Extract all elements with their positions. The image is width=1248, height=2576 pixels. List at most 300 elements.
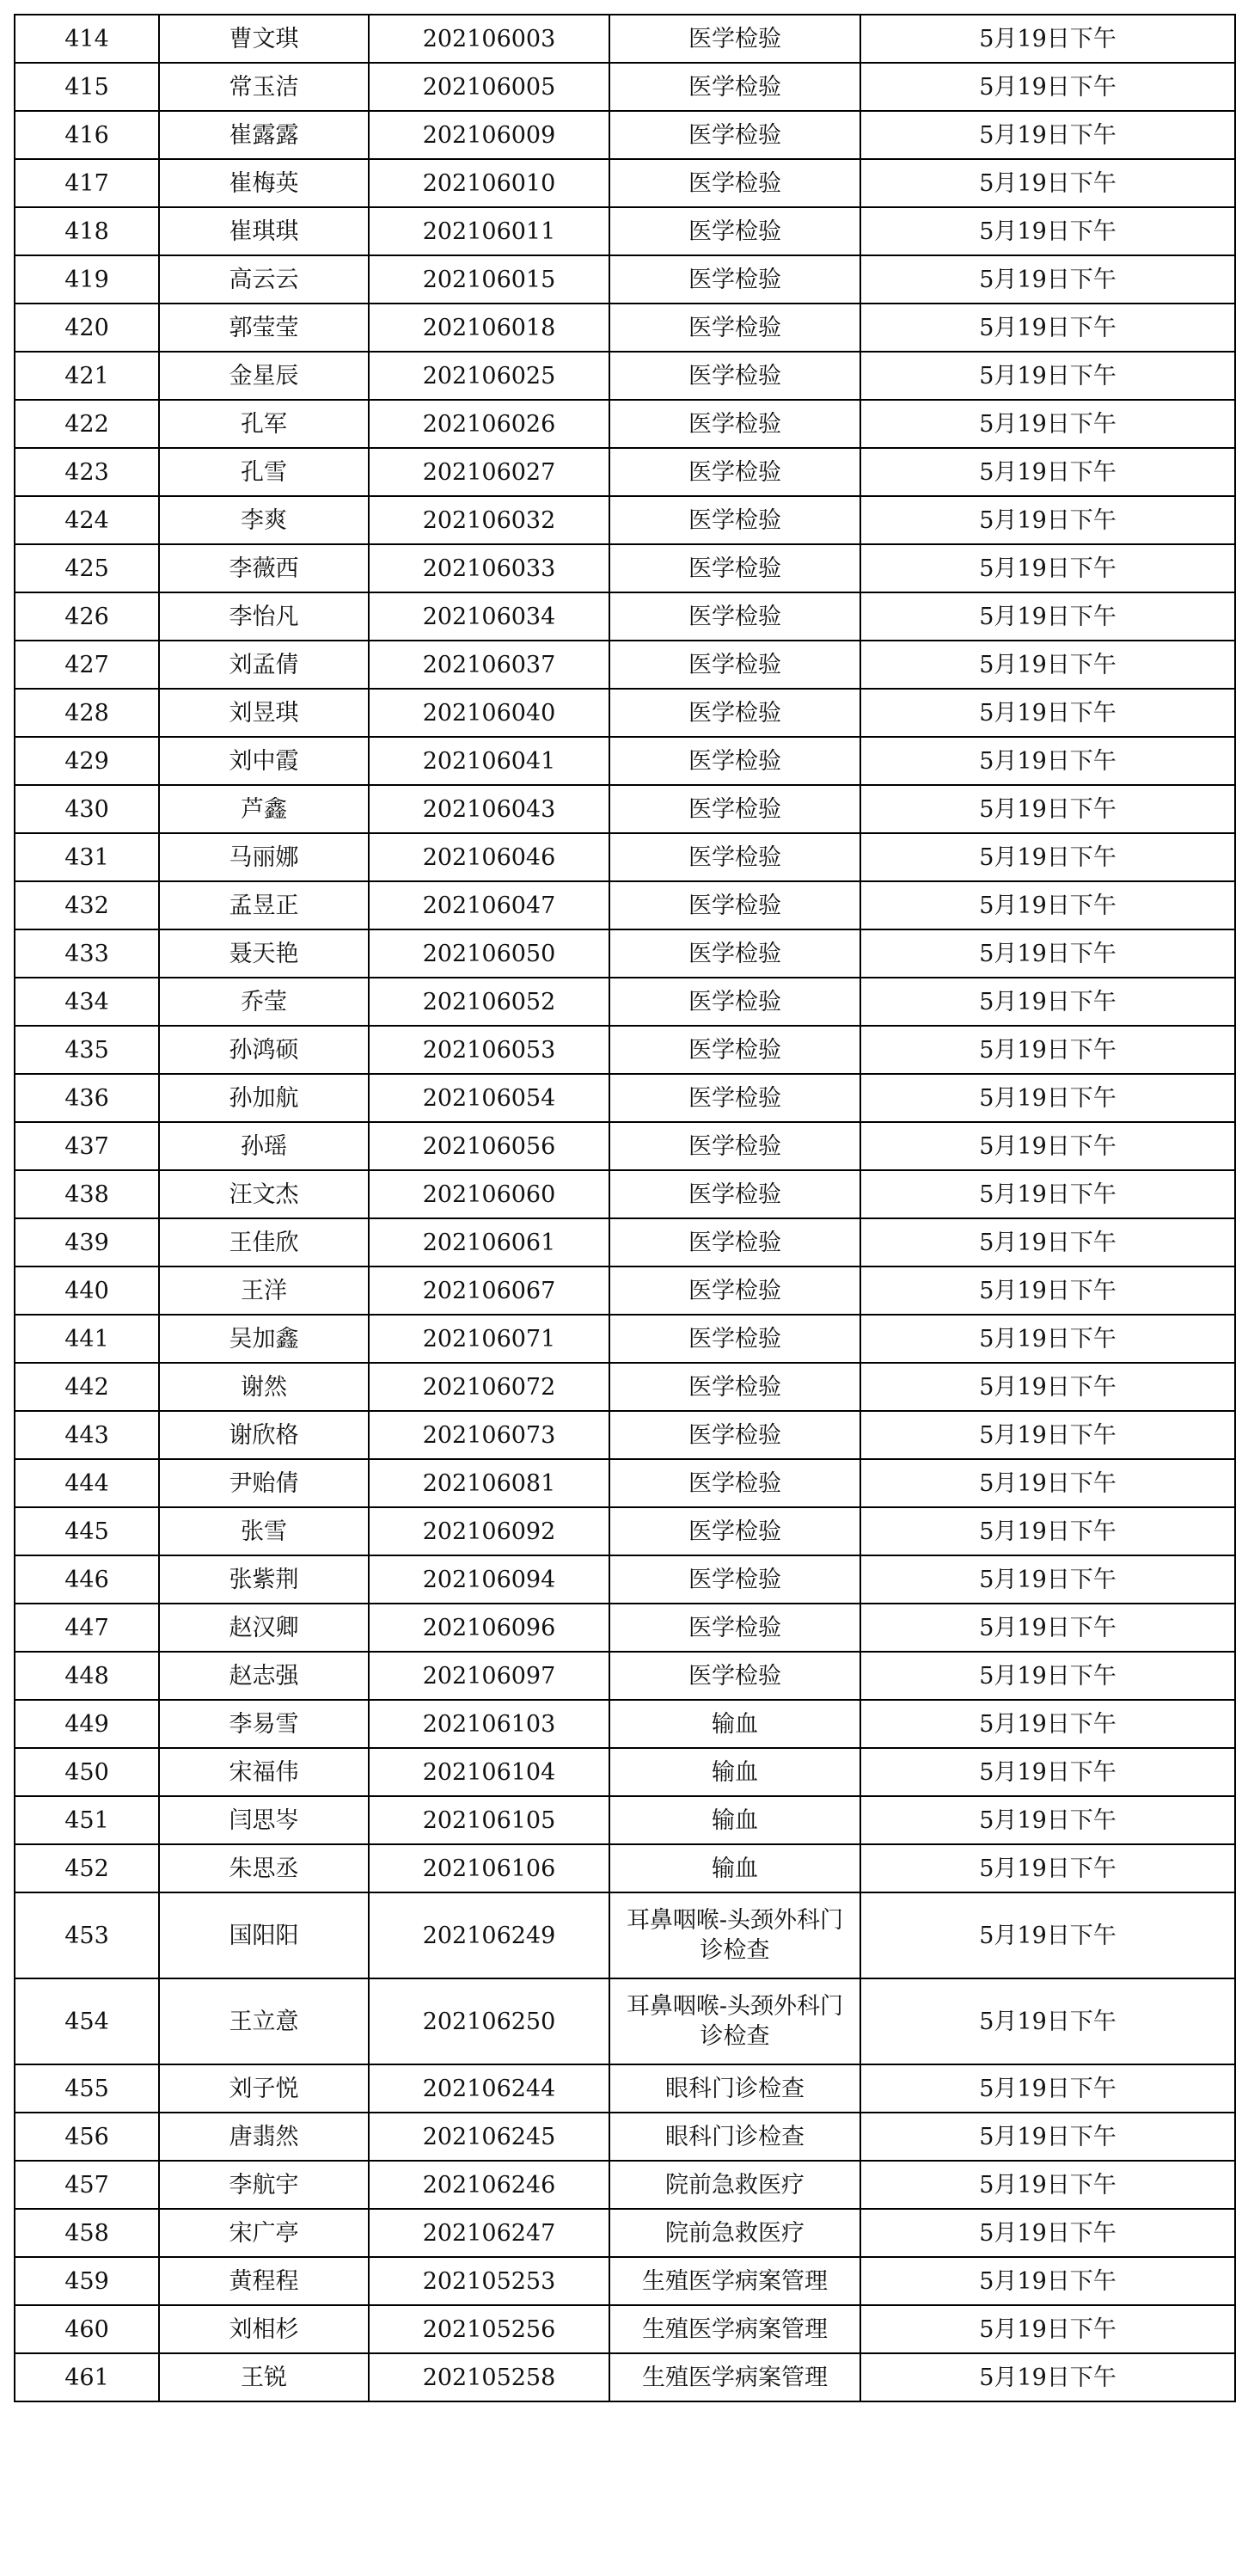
cell-time <box>860 352 1235 400</box>
cell-exam-id-text: 202106018 <box>422 314 556 341</box>
cell-number <box>15 544 159 592</box>
cell-number <box>15 2113 159 2161</box>
cell-number <box>15 111 159 159</box>
cell-name <box>159 1748 369 1796</box>
cell-name-text: 王锐 <box>241 2364 287 2391</box>
cell-exam-id <box>369 1026 609 1074</box>
cell-name <box>159 2305 369 2353</box>
cell-name-text: 孟昱正 <box>229 892 299 919</box>
cell-number <box>15 1026 159 1074</box>
cell-major <box>609 544 860 592</box>
cell-major-text: 医学检验 <box>688 410 781 438</box>
cell-major-text: 医学检验 <box>688 314 781 341</box>
cell-number <box>15 978 159 1026</box>
cell-major <box>609 1315 860 1363</box>
cell-time-text: 5月19日下午 <box>979 1855 1116 1882</box>
cell-exam-id-text: 202106106 <box>422 1855 556 1882</box>
cell-time <box>860 400 1235 448</box>
cell-name <box>159 159 369 207</box>
cell-exam-id-text: 202106105 <box>422 1806 556 1834</box>
cell-exam-id <box>369 1892 609 1978</box>
cell-time <box>860 111 1235 159</box>
cell-exam-id-text: 202106061 <box>422 1229 556 1256</box>
cell-number-text: 458 <box>64 2219 109 2247</box>
cell-number <box>15 1507 159 1555</box>
cell-time <box>860 1604 1235 1652</box>
cell-exam-id-text: 202106037 <box>422 651 556 678</box>
cell-exam-id <box>369 448 609 496</box>
cell-major <box>609 2305 860 2353</box>
cell-time-text: 5月19日下午 <box>979 747 1116 775</box>
cell-number <box>15 159 159 207</box>
cell-exam-id <box>369 1844 609 1892</box>
cell-major <box>609 496 860 544</box>
table-row <box>15 448 1235 496</box>
table-row <box>15 304 1235 352</box>
cell-time-text: 5月19日下午 <box>979 843 1116 871</box>
cell-major-text: 医学检验 <box>688 555 781 582</box>
cell-number-text: 436 <box>64 1084 109 1112</box>
cell-name <box>159 2353 369 2401</box>
cell-time <box>860 929 1235 978</box>
cell-time-text: 5月19日下午 <box>979 892 1116 919</box>
table-row <box>15 592 1235 641</box>
cell-number-text: 441 <box>64 1325 109 1352</box>
cell-number <box>15 1411 159 1459</box>
cell-number-text: 415 <box>64 73 109 101</box>
cell-exam-id-text: 202106054 <box>422 1084 556 1112</box>
cell-exam-id <box>369 544 609 592</box>
cell-time <box>860 2209 1235 2257</box>
cell-name-text: 孙加航 <box>229 1084 299 1112</box>
cell-exam-id <box>369 1170 609 1218</box>
cell-exam-id-text: 202106040 <box>422 699 556 727</box>
cell-major <box>609 737 860 785</box>
cell-name <box>159 2257 369 2305</box>
cell-exam-id <box>369 1796 609 1844</box>
cell-exam-id <box>369 207 609 255</box>
cell-name <box>159 1267 369 1315</box>
cell-name-text: 常玉洁 <box>229 73 299 101</box>
cell-name-text: 国阳阳 <box>229 1922 299 1949</box>
cell-name-text: 闫思岑 <box>229 1806 299 1834</box>
cell-exam-id <box>369 352 609 400</box>
cell-number-text: 427 <box>64 651 109 678</box>
cell-name <box>159 496 369 544</box>
cell-major <box>609 1411 860 1459</box>
cell-name-text: 李薇西 <box>229 555 299 582</box>
cell-major-text: 医学检验 <box>688 458 781 486</box>
cell-exam-id <box>369 2353 609 2401</box>
table-row <box>15 1074 1235 1122</box>
cell-exam-id-text: 202106246 <box>422 2171 556 2199</box>
cell-major-text: 医学检验 <box>688 1325 781 1352</box>
cell-number-text: 457 <box>64 2171 109 2199</box>
cell-name <box>159 1555 369 1604</box>
cell-time-text: 5月19日下午 <box>979 314 1116 341</box>
cell-time <box>860 207 1235 255</box>
cell-name-text: 李易雪 <box>229 1710 299 1738</box>
cell-exam-id-text: 202106005 <box>422 73 556 101</box>
cell-name-text: 汪文杰 <box>229 1181 299 1208</box>
cell-major <box>609 1796 860 1844</box>
cell-major-text: 医学检验 <box>688 699 781 727</box>
roster-body <box>15 15 1235 2401</box>
cell-time <box>860 159 1235 207</box>
cell-number <box>15 1748 159 1796</box>
cell-number-text: 430 <box>64 795 109 823</box>
cell-name-text: 刘中霞 <box>229 747 299 775</box>
cell-time-text: 5月19日下午 <box>979 2171 1116 2199</box>
cell-number-text: 454 <box>64 2008 109 2035</box>
cell-exam-id-text: 202106245 <box>422 2123 556 2150</box>
table-row <box>15 1459 1235 1507</box>
cell-exam-id-text: 202106053 <box>422 1036 556 1064</box>
cell-number-text: 426 <box>64 603 109 630</box>
cell-exam-id-text: 202106041 <box>422 747 556 775</box>
cell-major-text: 输血 <box>712 1758 758 1786</box>
cell-number-text: 456 <box>64 2123 109 2150</box>
cell-name <box>159 1122 369 1170</box>
cell-time <box>860 1978 1235 2064</box>
cell-time-text: 5月19日下午 <box>979 266 1116 293</box>
cell-name <box>159 1411 369 1459</box>
cell-number <box>15 448 159 496</box>
cell-major <box>609 1555 860 1604</box>
cell-name-text: 李怡凡 <box>229 603 299 630</box>
table-row <box>15 2209 1235 2257</box>
cell-major <box>609 2353 860 2401</box>
cell-name <box>159 1844 369 1892</box>
cell-number-text: 444 <box>64 1469 109 1497</box>
cell-number <box>15 2257 159 2305</box>
table-row <box>15 737 1235 785</box>
cell-exam-id <box>369 496 609 544</box>
cell-exam-id <box>369 1074 609 1122</box>
cell-exam-id <box>369 1652 609 1700</box>
cell-major <box>609 1267 860 1315</box>
cell-time <box>860 1267 1235 1315</box>
cell-exam-id <box>369 1604 609 1652</box>
cell-major <box>609 15 860 63</box>
cell-major <box>609 1700 860 1748</box>
table-row <box>15 1892 1235 1978</box>
cell-major <box>609 592 860 641</box>
cell-number-text: 440 <box>64 1277 109 1304</box>
table-row <box>15 1604 1235 1652</box>
cell-name-text: 金星辰 <box>229 362 299 389</box>
cell-number-text: 417 <box>64 169 109 197</box>
cell-time <box>860 1700 1235 1748</box>
cell-major <box>609 1122 860 1170</box>
cell-exam-id-text: 202106043 <box>422 795 556 823</box>
cell-time <box>860 1796 1235 1844</box>
table-row <box>15 641 1235 689</box>
cell-major <box>609 833 860 881</box>
cell-time <box>860 689 1235 737</box>
cell-number <box>15 1700 159 1748</box>
cell-major <box>609 352 860 400</box>
cell-exam-id <box>369 1978 609 2064</box>
cell-major-text: 医学检验 <box>688 1566 781 1593</box>
cell-name-text: 赵汉卿 <box>229 1614 299 1641</box>
cell-number-text: 420 <box>64 314 109 341</box>
cell-major <box>609 1844 860 1892</box>
cell-exam-id <box>369 1411 609 1459</box>
cell-major <box>609 400 860 448</box>
cell-exam-id <box>369 978 609 1026</box>
cell-major-text: 医学检验 <box>688 1277 781 1304</box>
cell-time-text: 5月19日下午 <box>979 1421 1116 1449</box>
cell-name <box>159 544 369 592</box>
cell-name <box>159 978 369 1026</box>
cell-number <box>15 881 159 929</box>
table-row <box>15 400 1235 448</box>
cell-name <box>159 448 369 496</box>
table-row <box>15 15 1235 63</box>
cell-name <box>159 63 369 111</box>
table-row <box>15 1844 1235 1892</box>
cell-number-text: 431 <box>64 843 109 871</box>
cell-number <box>15 1218 159 1267</box>
cell-name-text: 郭莹莹 <box>229 314 299 341</box>
cell-name-text: 高云云 <box>229 266 299 293</box>
cell-exam-id <box>369 1315 609 1363</box>
cell-major <box>609 1748 860 1796</box>
cell-name <box>159 785 369 833</box>
table-row <box>15 929 1235 978</box>
cell-number <box>15 1170 159 1218</box>
cell-name-text: 崔露露 <box>229 121 299 149</box>
cell-time <box>860 737 1235 785</box>
cell-exam-id <box>369 1122 609 1170</box>
cell-major-text: 医学检验 <box>688 73 781 101</box>
table-row <box>15 2113 1235 2161</box>
cell-name <box>159 1026 369 1074</box>
cell-number <box>15 1844 159 1892</box>
cell-number <box>15 929 159 978</box>
cell-time <box>860 1074 1235 1122</box>
cell-time <box>860 1507 1235 1555</box>
cell-name <box>159 1700 369 1748</box>
cell-time <box>860 881 1235 929</box>
cell-major-text: 医学检验 <box>688 843 781 871</box>
cell-major-text: 医学检验 <box>688 940 781 967</box>
cell-name <box>159 207 369 255</box>
table-row <box>15 833 1235 881</box>
cell-time-text: 5月19日下午 <box>979 1518 1116 1545</box>
cell-exam-id <box>369 929 609 978</box>
cell-time <box>860 785 1235 833</box>
cell-time-text: 5月19日下午 <box>979 218 1116 245</box>
cell-time <box>860 833 1235 881</box>
cell-major <box>609 1604 860 1652</box>
cell-exam-id <box>369 592 609 641</box>
cell-number <box>15 2161 159 2209</box>
cell-major <box>609 641 860 689</box>
cell-exam-id <box>369 159 609 207</box>
cell-number <box>15 2305 159 2353</box>
cell-major-text: 医学检验 <box>688 121 781 149</box>
table-row <box>15 1796 1235 1844</box>
cell-name <box>159 255 369 304</box>
cell-major <box>609 1892 860 1978</box>
cell-major-text: 输血 <box>712 1806 758 1834</box>
cell-name <box>159 1892 369 1978</box>
cell-time-text: 5月19日下午 <box>979 2364 1116 2391</box>
cell-name-text: 李航宇 <box>229 2171 299 2199</box>
cell-name <box>159 15 369 63</box>
cell-major <box>609 1170 860 1218</box>
cell-time-text: 5月19日下午 <box>979 1614 1116 1641</box>
cell-number-text: 439 <box>64 1229 109 1256</box>
table-row <box>15 881 1235 929</box>
cell-major <box>609 1363 860 1411</box>
cell-number <box>15 63 159 111</box>
cell-time-text: 5月19日下午 <box>979 2008 1116 2035</box>
cell-name <box>159 1074 369 1122</box>
cell-major-text: 输血 <box>712 1855 758 1882</box>
table-row <box>15 111 1235 159</box>
cell-number-text: 424 <box>64 506 109 534</box>
cell-major <box>609 255 860 304</box>
table-row <box>15 1267 1235 1315</box>
cell-exam-id <box>369 63 609 111</box>
cell-number <box>15 1122 159 1170</box>
cell-name <box>159 1796 369 1844</box>
cell-exam-id <box>369 304 609 352</box>
table-row <box>15 1026 1235 1074</box>
cell-number <box>15 400 159 448</box>
cell-major <box>609 2064 860 2113</box>
cell-name-text: 宋广亭 <box>229 2219 299 2247</box>
cell-time <box>860 496 1235 544</box>
cell-number-text: 445 <box>64 1518 109 1545</box>
cell-exam-id-text: 202106249 <box>422 1922 556 1949</box>
cell-time <box>860 641 1235 689</box>
cell-major <box>609 63 860 111</box>
cell-major-text: 医学检验 <box>688 362 781 389</box>
cell-number-text: 421 <box>64 362 109 389</box>
cell-name-text: 刘孟倩 <box>229 651 299 678</box>
table-row <box>15 255 1235 304</box>
cell-number <box>15 1459 159 1507</box>
table-row <box>15 352 1235 400</box>
cell-name-text: 曹文琪 <box>229 25 299 52</box>
cell-exam-id-text: 202106050 <box>422 940 556 967</box>
cell-time <box>860 978 1235 1026</box>
table-row <box>15 2353 1235 2401</box>
cell-major-text: 耳鼻咽喉-头颈外科门诊检查 <box>626 1993 844 2050</box>
cell-number <box>15 207 159 255</box>
cell-major-text: 医学检验 <box>688 169 781 197</box>
cell-time <box>860 2113 1235 2161</box>
cell-exam-id <box>369 1507 609 1555</box>
table-row <box>15 1170 1235 1218</box>
cell-major <box>609 1978 860 2064</box>
cell-major-text: 医学检验 <box>688 1518 781 1545</box>
table-row <box>15 1315 1235 1363</box>
cell-name <box>159 352 369 400</box>
cell-exam-id-text: 202106009 <box>422 121 556 149</box>
cell-major <box>609 689 860 737</box>
cell-major-text: 眼科门诊检查 <box>665 2075 804 2102</box>
cell-major-text: 医学检验 <box>688 1373 781 1401</box>
cell-number <box>15 352 159 400</box>
cell-number <box>15 641 159 689</box>
cell-number <box>15 15 159 63</box>
table-row <box>15 1411 1235 1459</box>
cell-number-text: 447 <box>64 1614 109 1641</box>
cell-major <box>609 304 860 352</box>
cell-major <box>609 1026 860 1074</box>
table-row <box>15 2064 1235 2113</box>
cell-number <box>15 255 159 304</box>
cell-time-text: 5月19日下午 <box>979 1036 1116 1064</box>
cell-major-text: 耳鼻咽喉-头颈外科门诊检查 <box>626 1907 844 1964</box>
cell-major-text: 医学检验 <box>688 1181 781 1208</box>
cell-time-text: 5月19日下午 <box>979 2219 1116 2247</box>
cell-time-text: 5月19日下午 <box>979 506 1116 534</box>
cell-time <box>860 304 1235 352</box>
cell-number-text: 450 <box>64 1758 109 1786</box>
cell-number <box>15 1267 159 1315</box>
cell-exam-id-text: 202106026 <box>422 410 556 438</box>
cell-name <box>159 1218 369 1267</box>
cell-major-text: 医学检验 <box>688 892 781 919</box>
table-row <box>15 544 1235 592</box>
cell-name-text: 宋福伟 <box>229 1758 299 1786</box>
table-row <box>15 1555 1235 1604</box>
cell-number-text: 414 <box>64 25 109 52</box>
cell-time-text: 5月19日下午 <box>979 1325 1116 1352</box>
cell-name-text: 赵志强 <box>229 1662 299 1690</box>
cell-time-text: 5月19日下午 <box>979 121 1116 149</box>
cell-number-text: 434 <box>64 988 109 1015</box>
table-row <box>15 1218 1235 1267</box>
cell-name <box>159 111 369 159</box>
cell-name <box>159 1363 369 1411</box>
cell-number <box>15 1652 159 1700</box>
cell-number <box>15 2064 159 2113</box>
cell-major-text: 医学检验 <box>688 795 781 823</box>
cell-major <box>609 785 860 833</box>
cell-name <box>159 304 369 352</box>
cell-number <box>15 592 159 641</box>
cell-name <box>159 929 369 978</box>
cell-time <box>860 1170 1235 1218</box>
cell-time-text: 5月19日下午 <box>979 1922 1116 1949</box>
cell-name-text: 李爽 <box>241 506 287 534</box>
cell-exam-id-text: 202106103 <box>422 1710 556 1738</box>
cell-time-text: 5月19日下午 <box>979 555 1116 582</box>
cell-name-text: 唐翡然 <box>229 2123 299 2150</box>
cell-time <box>860 2064 1235 2113</box>
cell-time-text: 5月19日下午 <box>979 1710 1116 1738</box>
cell-time-text: 5月19日下午 <box>979 1277 1116 1304</box>
cell-number <box>15 1796 159 1844</box>
cell-time-text: 5月19日下午 <box>979 988 1116 1015</box>
cell-major-text: 院前急救医疗 <box>665 2171 804 2199</box>
cell-number-text: 432 <box>64 892 109 919</box>
table-row <box>15 1978 1235 2064</box>
cell-name <box>159 400 369 448</box>
cell-exam-id-text: 202106096 <box>422 1614 556 1641</box>
cell-number-text: 428 <box>64 699 109 727</box>
cell-number-text: 435 <box>64 1036 109 1064</box>
cell-exam-id-text: 202106097 <box>422 1662 556 1690</box>
cell-name-text: 芦鑫 <box>241 795 287 823</box>
